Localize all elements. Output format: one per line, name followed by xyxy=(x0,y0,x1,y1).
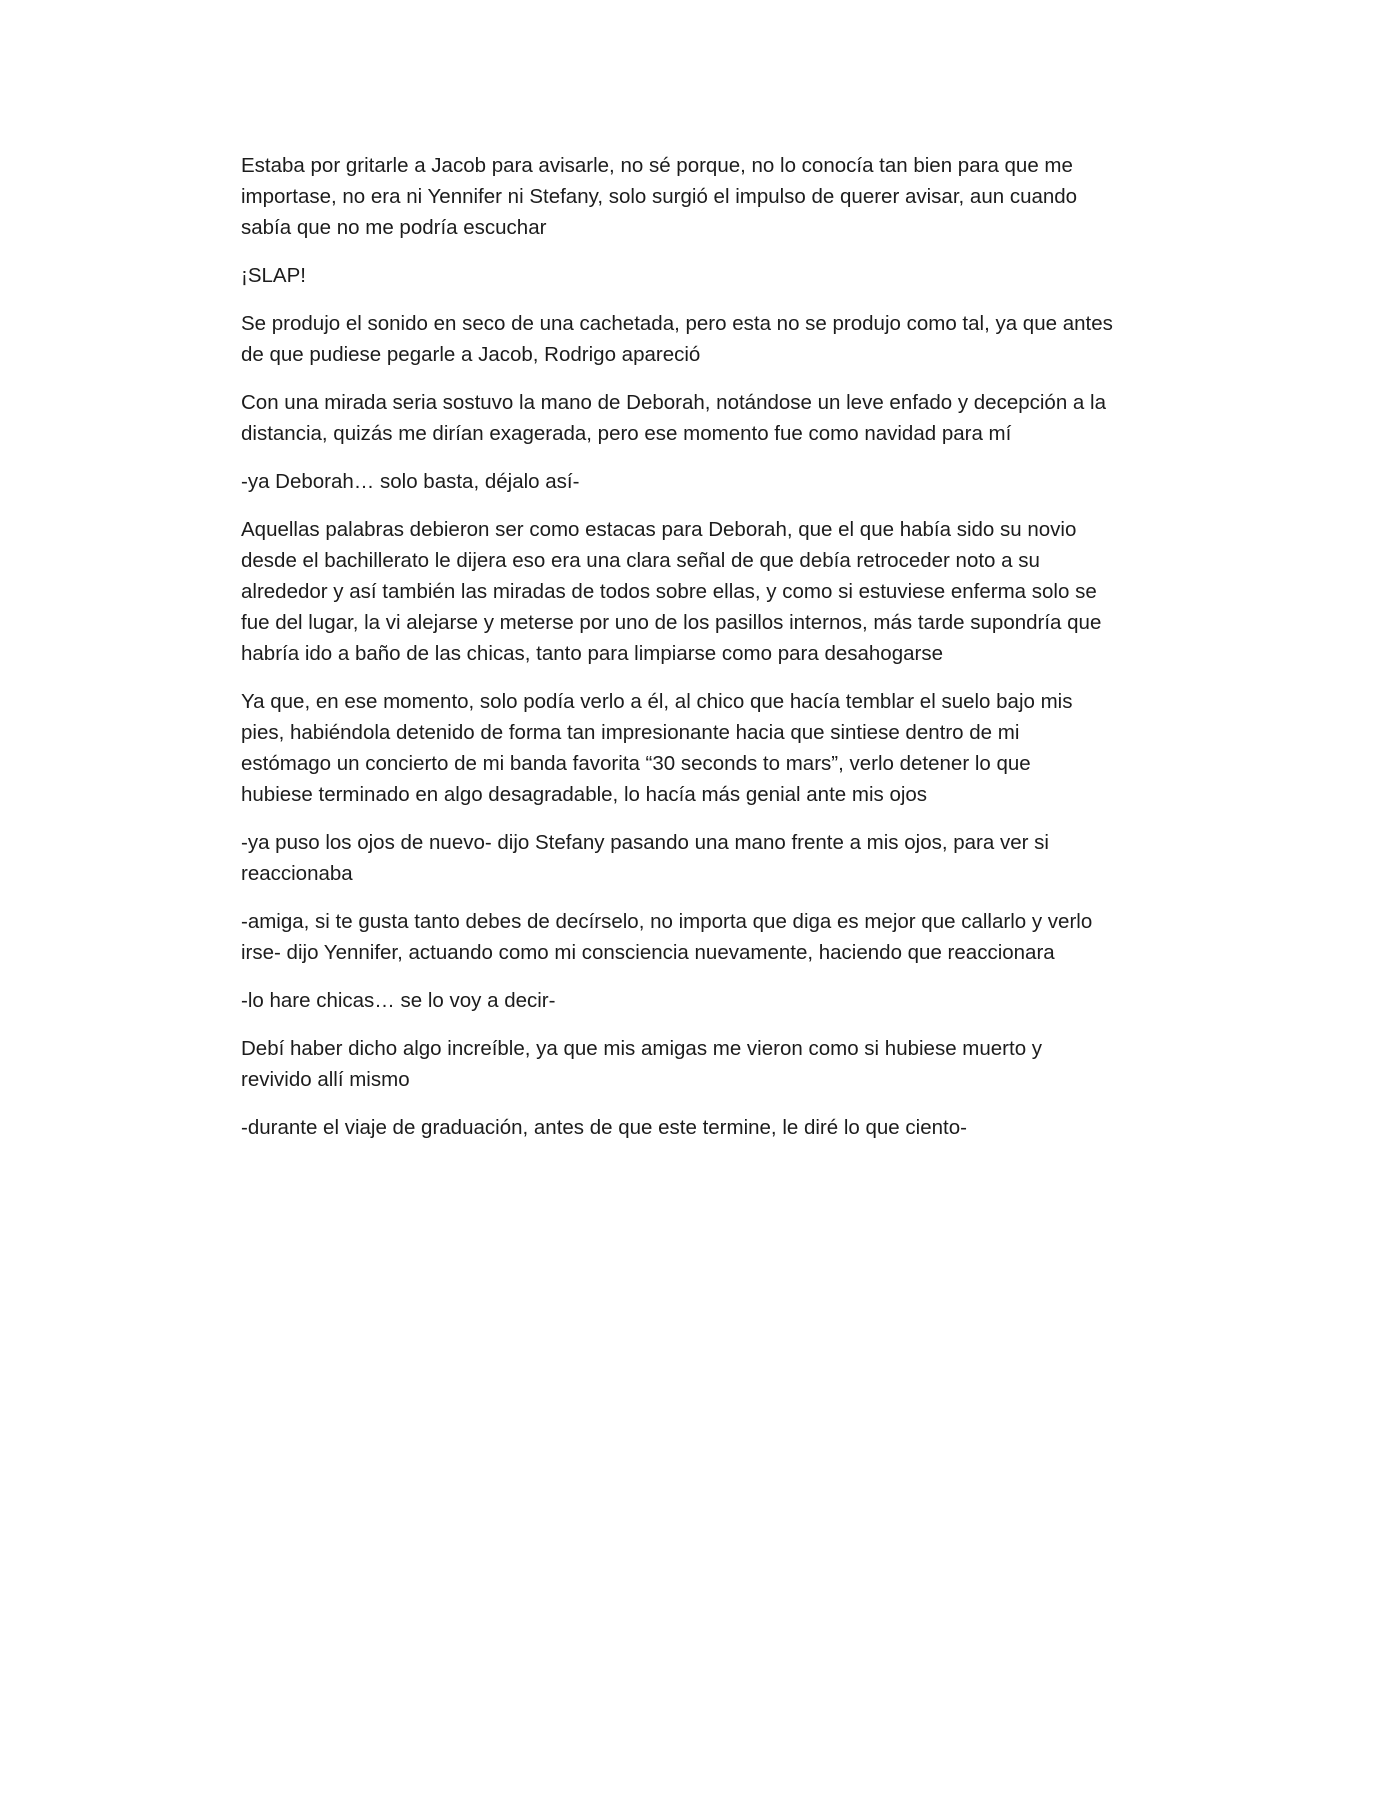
paragraph-11 xyxy=(241,1033,1161,1095)
text-line: -durante el viaje de graduación, antes de que este termine, le diré lo que ciento- xyxy=(241,1116,967,1139)
paragraph-3 xyxy=(241,308,1161,370)
text-line: -lo hare chicas… se lo voy a decir- xyxy=(241,989,556,1012)
text-line: alrededor y así también las miradas de todos sobre ellas, y como si estuviese enferma solo se xyxy=(241,580,1097,603)
text-line: pies, habiéndola detenido de forma tan impresionante hacia que sintiese dentro de mi xyxy=(241,721,1020,744)
text-line: sabía que no me podría escuchar xyxy=(241,216,547,239)
paragraph-4 xyxy=(241,387,1161,449)
text-line: -amiga, si te gusta tanto debes de decírselo, no importa que diga es mejor que callarlo y verlo xyxy=(241,910,1093,933)
text-line: Debí haber dicho algo increíble, ya que mis amigas me vieron como si hubiese muerto y xyxy=(241,1037,1043,1060)
text-line: importase, no era ni Yennifer ni Stefany, solo surgió el impulso de querer avisar, aun cuando xyxy=(241,185,1078,208)
text-line: irse- dijo Yennifer, actuando como mi consciencia nuevamente, haciendo que reaccionara xyxy=(241,941,1055,964)
body-text xyxy=(241,150,1161,1160)
paragraph-12 xyxy=(241,1112,1161,1143)
text-line: reaccionaba xyxy=(241,862,353,885)
text-line: -ya puso los ojos de nuevo- dijo Stefany pasando una mano frente a mis ojos, para ver si xyxy=(241,831,1049,854)
text-line: distancia, quizás me dirían exagerada, pero ese momento fue como navidad para mí xyxy=(241,422,1012,445)
paragraph-8 xyxy=(241,827,1161,889)
text-line: Aquellas palabras debieron ser como estacas para Deborah, que el que había sido su novio xyxy=(241,518,1077,541)
paragraph-2 xyxy=(241,260,1161,291)
paragraph-7 xyxy=(241,686,1161,810)
text-line: de que pudiese pegarle a Jacob, Rodrigo apareció xyxy=(241,343,701,366)
text-line: desde el bachillerato le dijera eso era una clara señal de que debía retroceder noto a su xyxy=(241,549,1040,572)
text-line: Ya que, en ese momento, solo podía verlo a él, al chico que hacía temblar el suelo bajo mis xyxy=(241,690,1073,713)
paragraph-10 xyxy=(241,985,1161,1016)
text-line: Se produjo el sonido en seco de una cachetada, pero esta no se produjo como tal, ya que antes xyxy=(241,312,1113,335)
text-line: ¡SLAP! xyxy=(241,264,306,287)
text-line: fue del lugar, la vi alejarse y meterse por uno de los pasillos internos, más tarde supondría que xyxy=(241,611,1102,634)
paragraph-1 xyxy=(241,150,1161,243)
paragraph-5 xyxy=(241,466,1161,497)
text-line: Con una mirada seria sostuvo la mano de Deborah, notándose un leve enfado y decepción a la xyxy=(241,391,1106,414)
text-line: hubiese terminado en algo desagradable, lo hacía más genial ante mis ojos xyxy=(241,783,928,806)
text-line: Estaba por gritarle a Jacob para avisarle, no sé porque, no lo conocía tan bien para que me xyxy=(241,154,1073,177)
paragraph-9 xyxy=(241,906,1161,968)
text-line: -ya Deborah… solo basta, déjalo así- xyxy=(241,470,580,493)
text-line: habría ido a baño de las chicas, tanto para limpiarse como para desahogarse xyxy=(241,642,943,665)
paragraph-6 xyxy=(241,514,1161,669)
text-line: estómago un concierto de mi banda favorita “30 seconds to mars”, verlo detener lo que xyxy=(241,752,1031,775)
text-line: revivido allí mismo xyxy=(241,1068,410,1091)
